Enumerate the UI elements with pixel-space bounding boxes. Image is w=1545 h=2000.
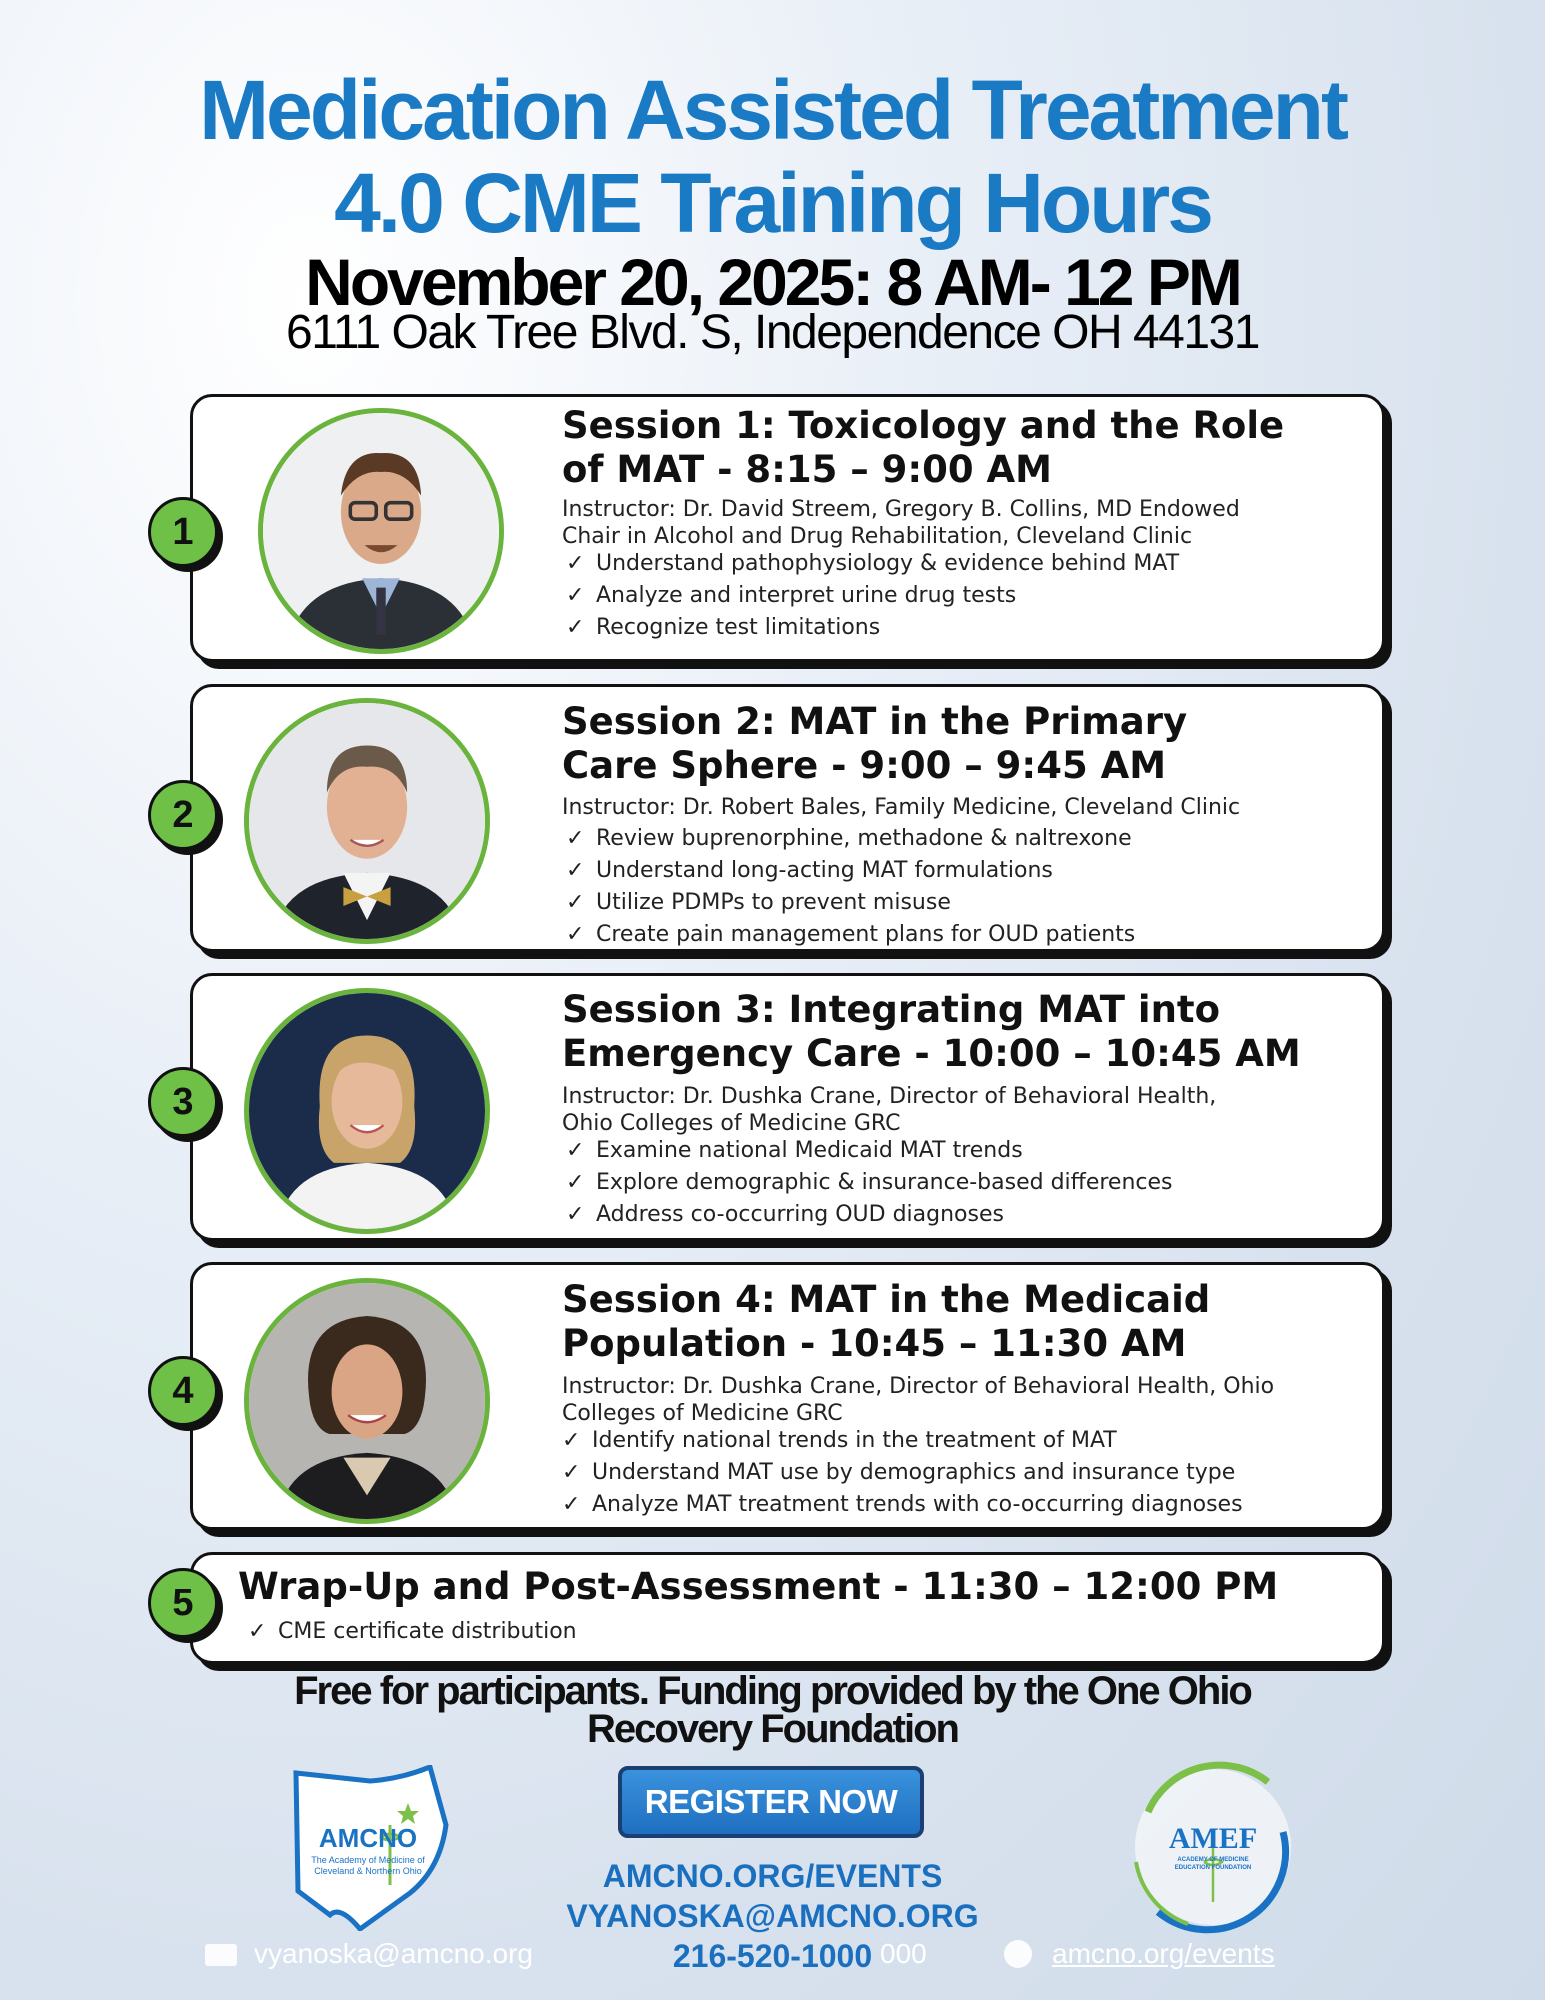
globe-icon (1004, 1940, 1032, 1968)
amef-logo (1118, 1752, 1308, 1942)
funding-note-line: Free for participants. Funding provided by the One Ohio (294, 1669, 1251, 1713)
instructor-line: Ohio Colleges of Medicine GRC (562, 1111, 901, 1136)
instructor-photo (244, 1278, 490, 1524)
objective-text: Understand MAT use by demographics and insurance type (592, 1460, 1236, 1485)
instructor-photo (258, 408, 504, 654)
session-number-badge: 1 (148, 497, 218, 567)
list-item (248, 1616, 577, 1648)
session-title-line: Session 4: MAT in the Medicaid (562, 1278, 1211, 1321)
amef-logo-tagline-line: EDUCATION FOUNDATION (1174, 1865, 1252, 1871)
list-item (562, 1457, 1243, 1489)
session-title-line: Session 1: Toxicology and the Role (562, 404, 1285, 447)
session-objectives (566, 823, 1135, 951)
instructor-line: Instructor: Dr. Dushka Crane, Director of Behavioral Health, (562, 1084, 1217, 1109)
register-now-button[interactable]: REGISTER NOW (618, 1766, 924, 1838)
objective-text: Identify national trends in the treatment of MAT (592, 1428, 1117, 1453)
amef-logo-tagline (1118, 1856, 1308, 1872)
objective-text: Examine national Medicaid MAT trends (596, 1138, 1023, 1163)
session-instructor (562, 794, 1240, 821)
session-title-line: Session 3: Integrating MAT into (562, 988, 1221, 1031)
funding-note (0, 1669, 1545, 1751)
list-item (562, 1425, 1243, 1457)
check-icon: ✓ (566, 551, 585, 576)
session-objectives (566, 548, 1179, 644)
check-icon: ✓ (566, 615, 585, 640)
check-icon: ✓ (566, 826, 585, 851)
session-title-line: of MAT - 8:15 – 9:00 AM (562, 448, 1052, 491)
check-icon: ✓ (566, 1138, 585, 1163)
list-item (566, 1135, 1173, 1167)
check-icon: ✓ (562, 1492, 581, 1517)
objective-text: Analyze and interpret urine drug tests (596, 583, 1017, 608)
session-instructor (562, 1083, 1216, 1137)
instructor-photo (244, 988, 490, 1234)
check-icon: ✓ (566, 858, 585, 883)
ghost-phone-text: 000 (880, 1938, 927, 1969)
check-icon: ✓ (566, 890, 585, 915)
objective-text: Understand pathophysiology & evidence behind MAT (596, 551, 1180, 576)
session-title (562, 404, 1284, 492)
objective-text: Understand long-acting MAT formulations (596, 858, 1053, 883)
list-item (566, 612, 1179, 644)
objective-text: CME certificate distribution (278, 1619, 577, 1644)
check-icon: ✓ (566, 583, 585, 608)
session-title (238, 1565, 1278, 1609)
list-item (566, 580, 1179, 612)
list-item (562, 1489, 1243, 1521)
session-title-line: Session 2: MAT in the Primary (562, 700, 1188, 743)
check-icon: ✓ (562, 1460, 581, 1485)
objective-text: Create pain management plans for OUD patients (596, 922, 1136, 947)
session-number-badge: 4 (148, 1356, 218, 1426)
session-number-badge: 2 (148, 780, 218, 850)
amcno-logo-tagline-line: The Academy of Medicine of (311, 1855, 425, 1865)
check-icon: ✓ (566, 1202, 585, 1227)
ghost-website-text: amcno.org/events (1052, 1938, 1275, 1969)
list-item (566, 919, 1135, 951)
session-objectives (248, 1616, 577, 1648)
amcno-logo-tagline-line: Cleveland & Northern Ohio (314, 1866, 422, 1876)
session-objectives (566, 1135, 1173, 1231)
session-number-badge: 3 (148, 1067, 218, 1137)
instructor-line: Colleges of Medicine GRC (562, 1401, 843, 1426)
amef-logo-tagline-line: ACADEMY OF MEDICINE (1177, 1857, 1249, 1863)
instructor-photo (244, 698, 490, 944)
session-number-badge: 5 (148, 1568, 218, 1638)
list-item (566, 1199, 1173, 1231)
session-title-line: Emergency Care - 10:00 – 10:45 AM (562, 1032, 1301, 1075)
session-instructor (562, 496, 1240, 550)
session-title (562, 1278, 1210, 1366)
mail-icon (205, 1944, 237, 1966)
check-icon: ✓ (566, 1170, 585, 1195)
session-title (562, 988, 1301, 1076)
session-objectives (562, 1425, 1243, 1521)
ghost-email-text: vyanoska@amcno.org (254, 1938, 534, 1969)
check-icon: ✓ (248, 1619, 267, 1644)
session-title-line: Wrap-Up and Post-Assessment - 11:30 – 12:00 PM (238, 1565, 1279, 1608)
event-address: 6111 Oak Tree Blvd. S, Independence OH 44131 (286, 306, 1259, 359)
objective-text: Address co-occurring OUD diagnoses (596, 1202, 1004, 1227)
instructor-line: Instructor: Dr. Dushka Crane, Director of Behavioral Health, Ohio (562, 1374, 1275, 1399)
list-item (566, 823, 1135, 855)
list-item (566, 855, 1135, 887)
session-title (562, 700, 1187, 788)
page-title-line1: Medication Assisted Treatment (199, 63, 1346, 157)
list-item (566, 1167, 1173, 1199)
funding-note-line: Recovery Foundation (587, 1707, 958, 1751)
session-instructor (562, 1373, 1274, 1427)
list-item (566, 887, 1135, 919)
amcno-logo-name: AMCNO (318, 1823, 418, 1853)
event-date: November 20, 2025: 8 AM- 12 PM (305, 245, 1240, 319)
session-title-line: Population - 10:45 – 11:30 AM (562, 1322, 1187, 1365)
page-title-line2: 4.0 CME Training Hours (334, 156, 1211, 250)
check-icon: ✓ (562, 1428, 581, 1453)
objective-text: Review buprenorphine, methadone & naltrexone (596, 826, 1132, 851)
instructor-line: Instructor: Dr. David Streem, Gregory B. Collins, MD Endowed (562, 497, 1240, 522)
email-link[interactable]: VYANOSKA@AMCNO.ORG (566, 1898, 979, 1934)
amef-logo-name: AMEF (1168, 1822, 1258, 1855)
session-title-line: Care Sphere - 9:00 – 9:45 AM (562, 744, 1167, 787)
instructor-line: Instructor: Dr. Robert Bales, Family Medicine, Cleveland Clinic (562, 795, 1241, 820)
website-link[interactable]: AMCNO.ORG/EVENTS (602, 1858, 943, 1894)
objective-text: Recognize test limitations (596, 615, 881, 640)
objective-text: Analyze MAT treatment trends with co-occurring diagnoses (592, 1492, 1243, 1517)
instructor-line: Chair in Alcohol and Drug Rehabilitation, Cleveland Clinic (562, 524, 1193, 549)
list-item (566, 548, 1179, 580)
objective-text: Utilize PDMPs to prevent misuse (596, 890, 951, 915)
check-icon: ✓ (566, 922, 585, 947)
objective-text: Explore demographic & insurance-based differences (596, 1170, 1173, 1195)
phone-number: 216-520-1000 (672, 1938, 873, 1974)
